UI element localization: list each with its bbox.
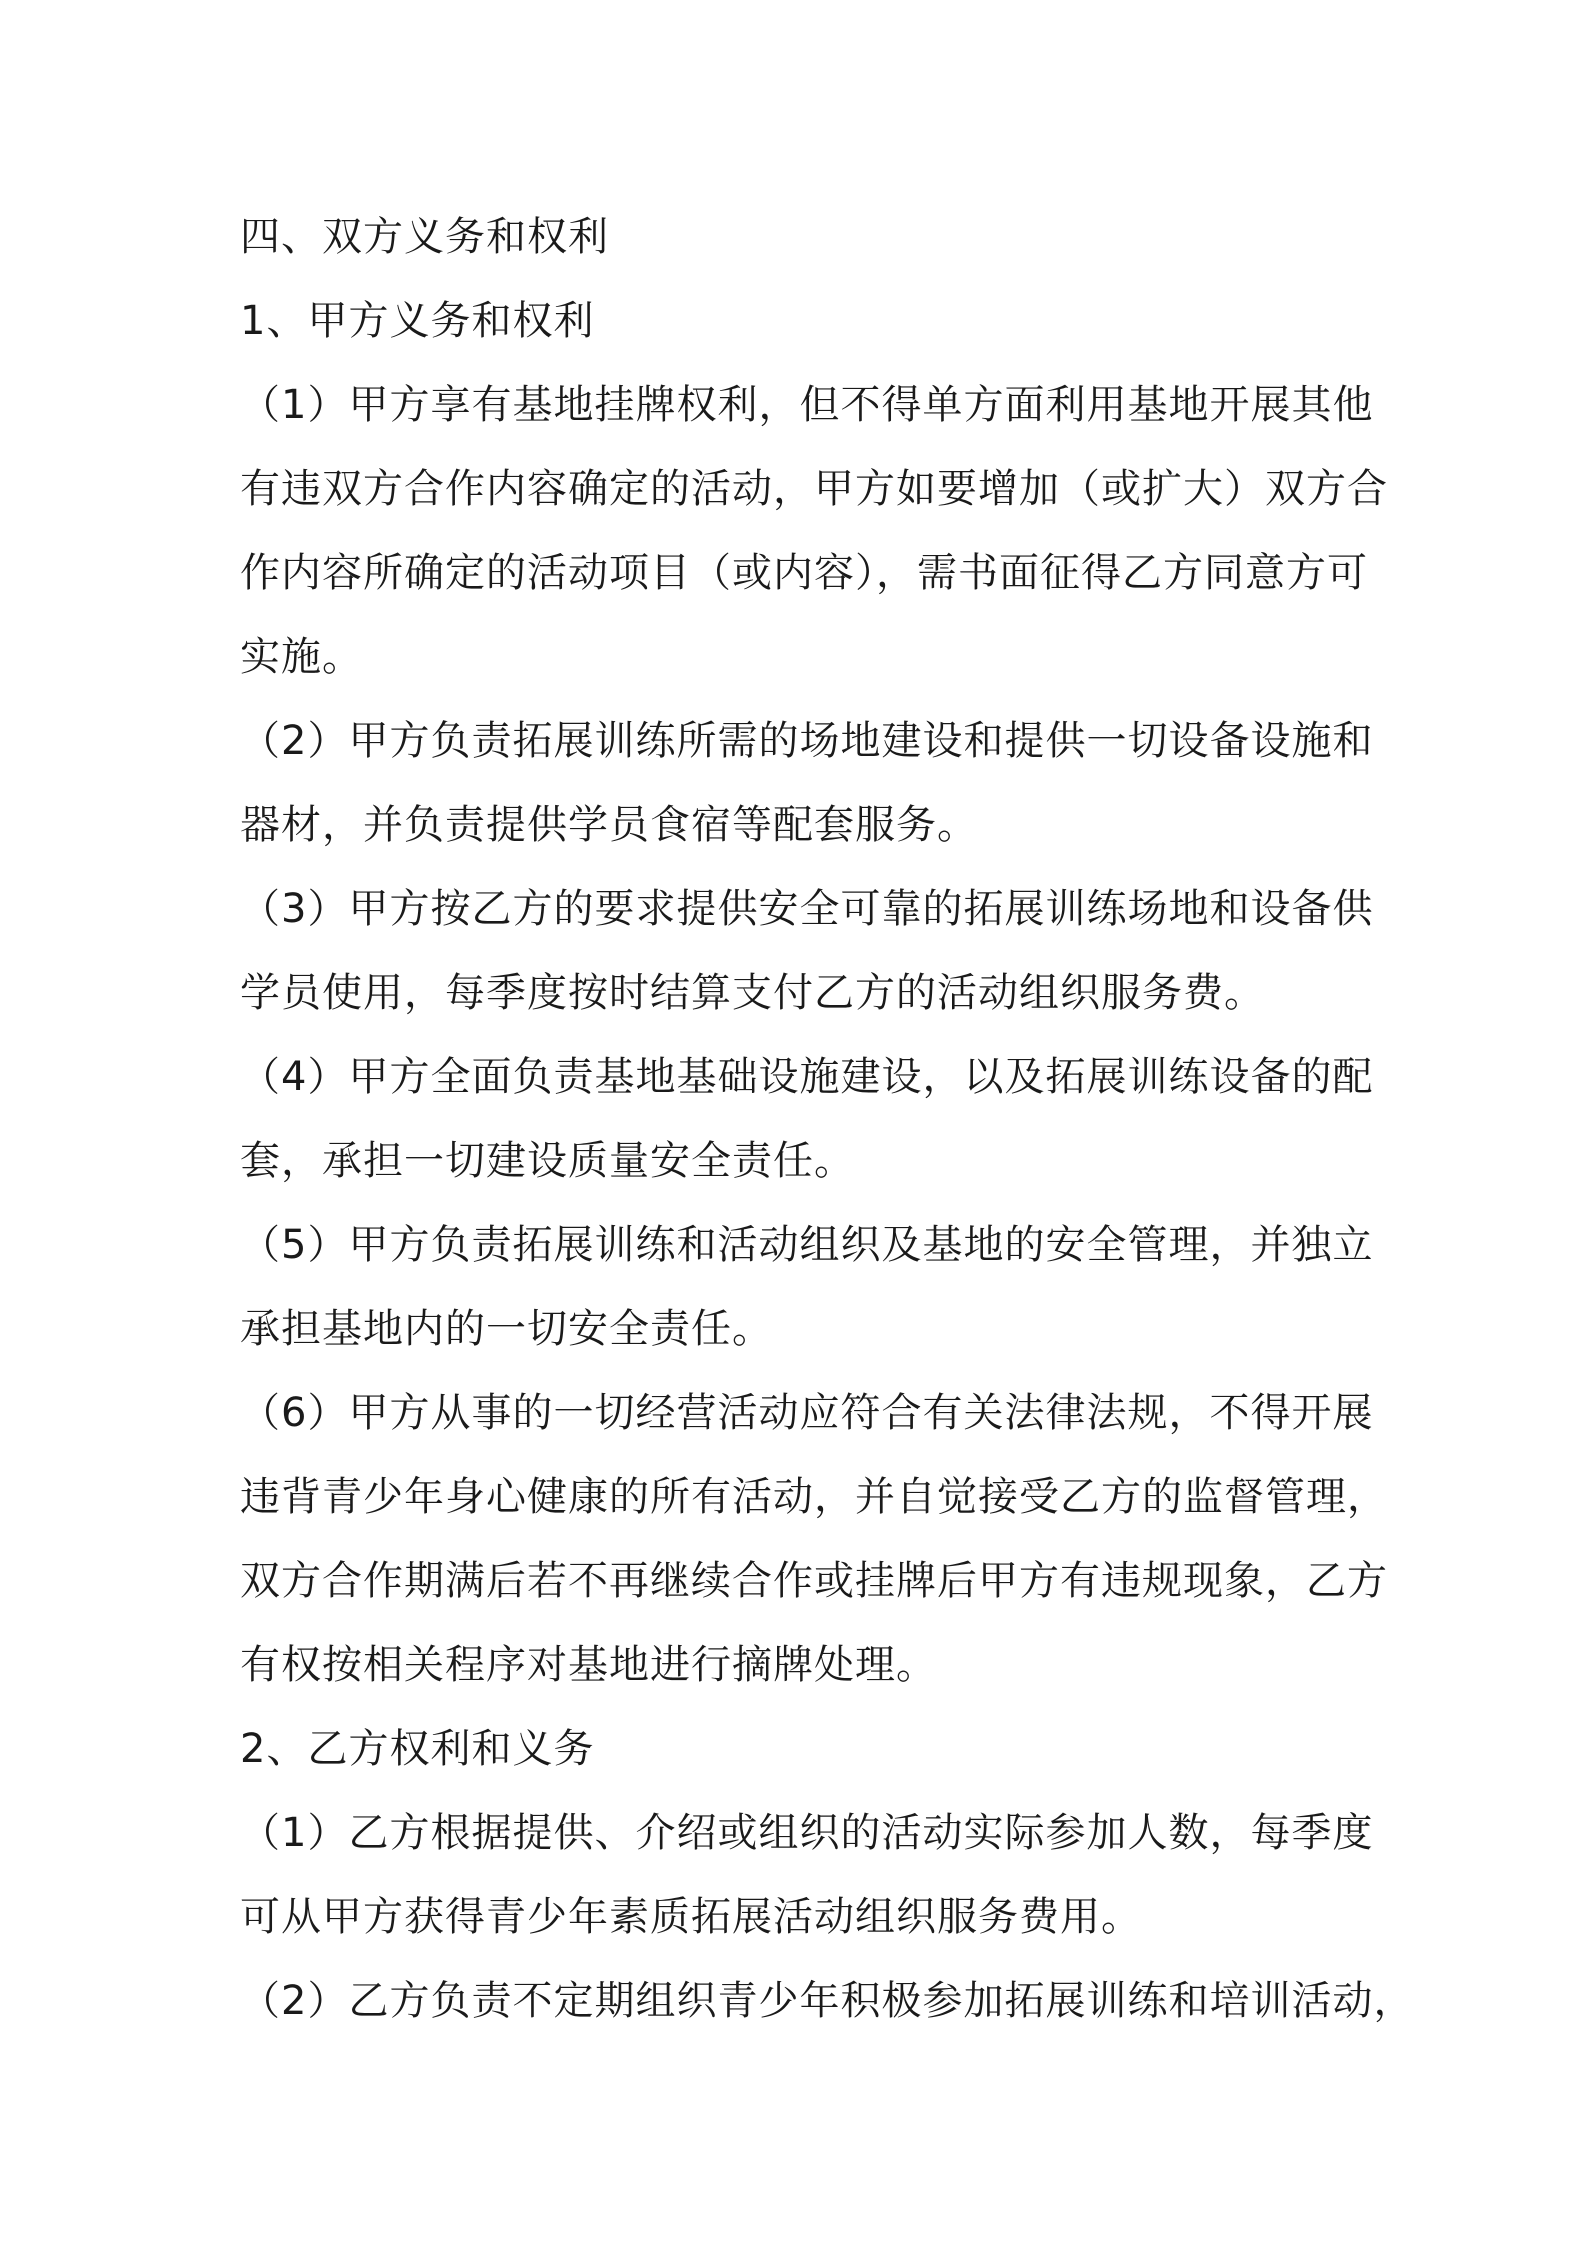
- text-line: 承担基地内的一切安全责任。: [240, 1306, 773, 1352]
- text-line: 器材，并负责提供学员食宿等配套服务。: [240, 802, 978, 848]
- subsection-heading: 2、乙方权利和义务: [240, 1726, 595, 1772]
- text-line: 违背青少年身心健康的所有活动，并自觉接受乙方的监督管理，: [240, 1474, 1388, 1520]
- subsection-heading: 1、甲方义务和权利: [240, 298, 595, 344]
- text-line: 作内容所确定的活动项目（或内容），需书面征得乙方同意方可: [240, 550, 1368, 596]
- text-line: （2）甲方负责拓展训练所需的场地建设和提供一切设备设施和: [240, 718, 1374, 764]
- text-line: （1）乙方根据提供、介绍或组织的活动实际参加人数，每季度: [240, 1810, 1374, 1856]
- text-line: （6）甲方从事的一切经营活动应符合有关法律法规，不得开展: [240, 1390, 1374, 1436]
- text-line: 有违双方合作内容确定的活动，甲方如要增加（或扩大）双方合: [240, 466, 1388, 512]
- text-line: （3）甲方按乙方的要求提供安全可靠的拓展训练场地和设备供: [240, 886, 1374, 932]
- section-heading: 四、双方义务和权利: [240, 214, 609, 260]
- document-body: [240, 195, 1415, 2043]
- text-line: 套，承担一切建设质量安全责任。: [240, 1138, 855, 1184]
- text-line: 有权按相关程序对基地进行摘牌处理。: [240, 1642, 937, 1688]
- text-line: 实施。: [240, 634, 363, 680]
- text-line: 学员使用，每季度按时结算支付乙方的活动组织服务费。: [240, 970, 1265, 1016]
- text-line: （2）乙方负责不定期组织青少年积极参加拓展训练和培训活动，: [240, 1978, 1415, 2024]
- text-line: （5）甲方负责拓展训练和活动组织及基地的安全管理，并独立: [240, 1222, 1374, 1268]
- text-line: （1）甲方享有基地挂牌权利，但不得单方面利用基地开展其他: [240, 382, 1374, 428]
- text-line: 双方合作期满后若不再继续合作或挂牌后甲方有违规现象，乙方: [240, 1558, 1388, 1604]
- text-line: （4）甲方全面负责基地基础设施建设，以及拓展训练设备的配: [240, 1054, 1374, 1100]
- text-line: 可从甲方获得青少年素质拓展活动组织服务费用。: [240, 1894, 1142, 1940]
